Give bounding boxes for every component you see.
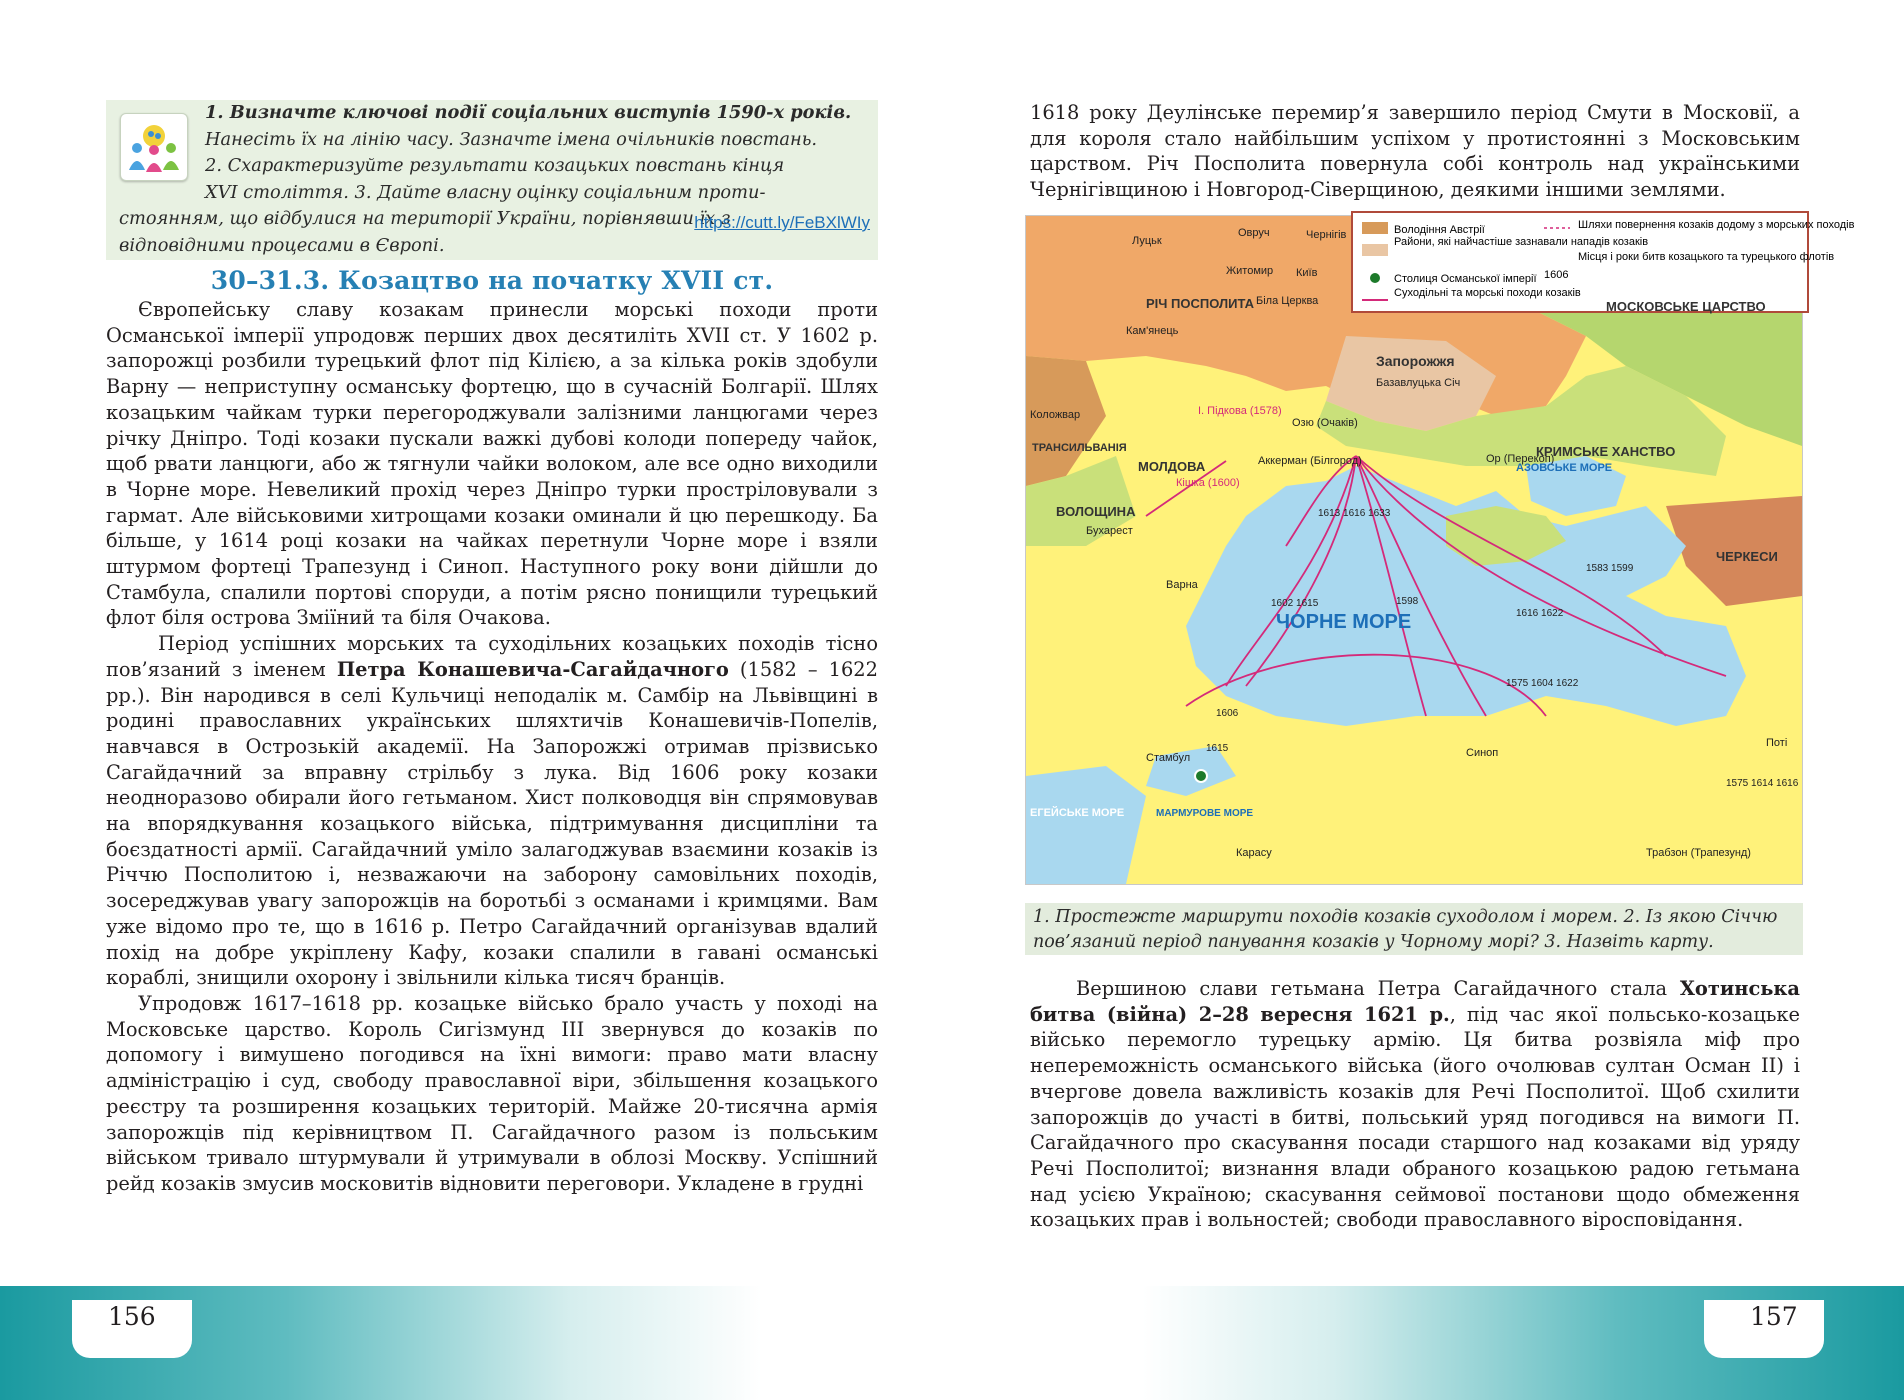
label-zaporozhzhia: Запорожжя: [1376, 353, 1455, 369]
paragraph-text: Період успішних морських та суходільних козацьких походів тісно пов’язаний з іменем: [106, 632, 878, 681]
task-line-1: 1. Визначте ключові події соціальних виступів 1590-х років.: [205, 102, 852, 123]
legend-attacked: Райони, які найчастіше зазнавали нападів козаків: [1394, 236, 1649, 248]
historical-map: [1025, 215, 1855, 885]
paragraph-text: (1582 – 1622 рр.). Він народився в селі Кульчиці неподалік м. Самбір на Львівщині в родині православних українських шляхтичів Конашевичів-Попелів, навчався в Острозькій академії. На Запорожжі отримав прізвисько Сагайдачний за вправну стрільбу з лука. Від 1606 року козаки неодноразово обирали його гетьманом. Хист полководця він спрямовував на впорядкування козацького війська, підтримування дисципліни та боєздатності армії. Сагайдачний уміло залагоджував взаємини козаків із Річчю Посполитою і, незважаючи на заборону самовільних походів, зосереджував увагу запорожців на боротьбі з османами і кримцями. Вам уже відомо про те, що в 1616 р. Петро Сагайдачний організував вдалий похід на добре укріплену Кафу, козаки спалили в гавані османські кораблі, знищили охорону і звільнили кілька тисяч бранців.: [106, 657, 878, 990]
task-box: [106, 100, 878, 260]
label-moscow: МОСКОВСЬКЕ ЦАРСТВО: [1606, 299, 1766, 314]
label-crimea: КРИМСЬКЕ ХАНСТВО: [1536, 444, 1676, 459]
city-label: Базавлуцька Січ: [1376, 377, 1461, 389]
left-body-text: [106, 297, 878, 1197]
label-circassia: ЧЕРКЕСИ: [1716, 549, 1778, 564]
istanbul-capital-marker: [1195, 770, 1207, 782]
city-label: Озю (Очаків): [1292, 417, 1358, 429]
battle-years: 1613 1616 1633: [1318, 508, 1391, 519]
task-line-5: стоянням, що відбулися на території України, порівнявши їх з: [119, 208, 731, 229]
label-wallachia: ВОЛОЩИНА: [1056, 504, 1136, 519]
label-aegean: ЕГЕЙСЬКЕ МОРЕ: [1030, 807, 1125, 819]
task-text: [119, 100, 871, 259]
task-line-4: XVI століття. 3. Дайте власну оцінку соціальним проти-: [205, 181, 766, 203]
task-link[interactable]: https://cutt.ly/FeBXlWIy: [694, 213, 870, 232]
legend-capital: Столиця Османської імперії: [1394, 273, 1537, 285]
city-label: Аккерман (Білгород): [1258, 455, 1362, 467]
city-label: Кам'янець: [1126, 325, 1179, 337]
city-label: Синоп: [1466, 747, 1499, 759]
city-label: Чернігів: [1306, 229, 1347, 241]
task-line-2: Нанесіть їх на лінію часу. Зазначте імена очільників повстань.: [205, 128, 818, 150]
battle-name: Хотинська битва (війна) 2–28 вересня 1621 р.: [1030, 977, 1800, 1026]
city-label: Поті: [1766, 737, 1788, 749]
battle-years: 1606: [1216, 708, 1239, 719]
paragraph: [1030, 976, 1800, 1233]
city-label: Карасу: [1236, 847, 1272, 859]
city-label: Варна: [1166, 579, 1198, 591]
city-label: Київ: [1296, 267, 1318, 279]
battle-years: 1616 1622: [1516, 608, 1564, 619]
city-label: Луцьк: [1132, 235, 1162, 247]
right-page: [952, 0, 1904, 1400]
right-top-text: [1030, 100, 1800, 203]
paragraph-text: , під час якої польсько-козацьке військо перемогло турецьку армію. Ця битва розвіяла міф про непереможність османського війська (його очолював султан Осман II) і вчергове довела важливість козаків для Речі Посполитої. Щоб схилити запорожців до участі в битві, польський уряд погодився на вимоги П. Сагайдачного про скасування посади старшого над козаками від уряду Речі Посполитої; визнання влади обраного козацькою радою гетьмана над усією Україною; скасування сеймової постанови щодо обмеження козацьких прав і вольностей; свободи православного віросповідання.: [1030, 1002, 1800, 1232]
city-label: Біла Церква: [1256, 295, 1319, 307]
city-label: Ор (Перекоп): [1486, 453, 1555, 465]
city-label: Овруч: [1238, 227, 1270, 239]
city-label: Житомир: [1226, 265, 1274, 277]
label-azov: АЗОВСЬКЕ МОРЕ: [1516, 462, 1613, 474]
label-black-sea: ЧОРНЕ МОРЕ: [1276, 611, 1412, 633]
legend-campaigns: Суходільні та морські походи козаків: [1394, 287, 1581, 299]
paragraph-text: Вершиною слави гетьмана Петра Сагайдачного стала: [1076, 977, 1680, 1000]
aegean-sea: [1026, 766, 1146, 884]
task-line-6: відповідними процесами в Європі.: [119, 234, 445, 256]
paragraph: [106, 631, 878, 991]
legend-year: 1606: [1544, 269, 1569, 281]
battle-years: 1598: [1396, 596, 1419, 607]
battle-years: 1583 1599: [1586, 563, 1634, 574]
task-line-3: 2. Схарактеризуйте результати козацьких повстань кінця: [205, 155, 785, 176]
label-pidkova-route: І. Підкова (1578): [1198, 405, 1282, 417]
page-number: 157: [1750, 1302, 1798, 1331]
right-bottom-text: [1030, 976, 1800, 1233]
battle-years: 1615: [1206, 743, 1229, 754]
map-caption: 1. Простежте маршрути походів козаків суходолом і морем. 2. Із якою Січчю пов’язаний період панування козаків у Чорному морі? 3. Назвіть карту.: [1025, 903, 1803, 955]
paragraph: Європейську славу козакам принесли морські походи проти Османської імперії упродовж перших двох десятиліть XVII ст. У 1602 р. запорожці розбили турецький флот під Кілією, а за кілька років здобули Варну — неприступну османську фортецю, що в сучасній Болгарії. Шлях козацьким чайкам турки перегороджували залізними ланцюгами через річку Дніпро. Тоді козаки пускали важкі дубові колоди попереду чайок, щоб рвати ланцюги, або ж тягнули чайки волоком, але все одно виходили в Чорне море. Невеликий прохід через Дніпро турки простріловували з гармат. Але військовими хитрощами козаки оминали й цю перешкоду. Ба більше, у 1614 році козаки на чайках перетнули Чорне море і взяли штурмом фортеці Трапезунд і Синоп. Наступного року вони дійшли до Стамбула, спалили портові споруди, а потім рясно понищили турецький флот біля острова Зміїний та біля Очакова.: [106, 298, 878, 630]
legend-austria: Володіння Австрії: [1394, 224, 1485, 236]
section-heading: 30–31.3. Козацтво на початку XVII ст.: [210, 266, 774, 295]
city-label: Стамбул: [1146, 752, 1191, 764]
battle-years: 1575 1614 1616: [1726, 778, 1799, 789]
city-label: Коложвар: [1030, 409, 1081, 421]
label-marmara: МАРМУРОВЕ МОРЕ: [1156, 808, 1254, 819]
label-kishka-route: Кішка (1600): [1176, 477, 1240, 489]
city-label: Бухарест: [1086, 525, 1133, 537]
battle-years: 1602 1615: [1271, 598, 1319, 609]
map-svg: [1026, 216, 1855, 884]
city-label: Трабзон (Трапезунд): [1646, 847, 1751, 859]
paragraph: 1618 року Деулінське перемир’я завершило період Смути в Московії, а для короля стало найбільшим успіхом у протистоянні з Московським царством. Річ Посполита повернула собі контроль над українськими Чернігівщиною і Новгород-Сіверщиною, деякими іншими землями.: [1030, 101, 1800, 202]
legend-battles: Місця і роки битв козацького та турецького флотів: [1578, 251, 1835, 263]
label-transylvania: ТРАНСИЛЬВАНІЯ: [1032, 442, 1127, 454]
paragraph: Упродовж 1617–1618 рр. козацьке військо брало участь у поході на Московське царство. Король Сигізмунд III звернувся до козаків по допомогу і вимушено погодився на їхні вимоги: право мати власну адміністрацію і суд, свободу православної віри, збільшення козацького реєстру та розширення козацьких територій. Майже 20-тисячна армія запорожців під керівництвом П. Сагайдачного разом із польським військом тривало штурмували й утримували в облозі Москву. Успішний рейд козаків змусив московитів відновити переговори. Укладене в грудні: [106, 991, 878, 1195]
label-poland: РІЧ ПОСПОЛИТА: [1146, 296, 1254, 311]
person-name: Петра Конашевича-Сагайдачного: [336, 657, 729, 681]
label-moldova: МОЛДОВА: [1138, 459, 1206, 474]
legend-return: Шляхи повернення козаків додому з морських походів: [1578, 219, 1855, 231]
page-number: 156: [108, 1302, 156, 1331]
battle-years: 1575 1604 1622: [1506, 678, 1579, 689]
